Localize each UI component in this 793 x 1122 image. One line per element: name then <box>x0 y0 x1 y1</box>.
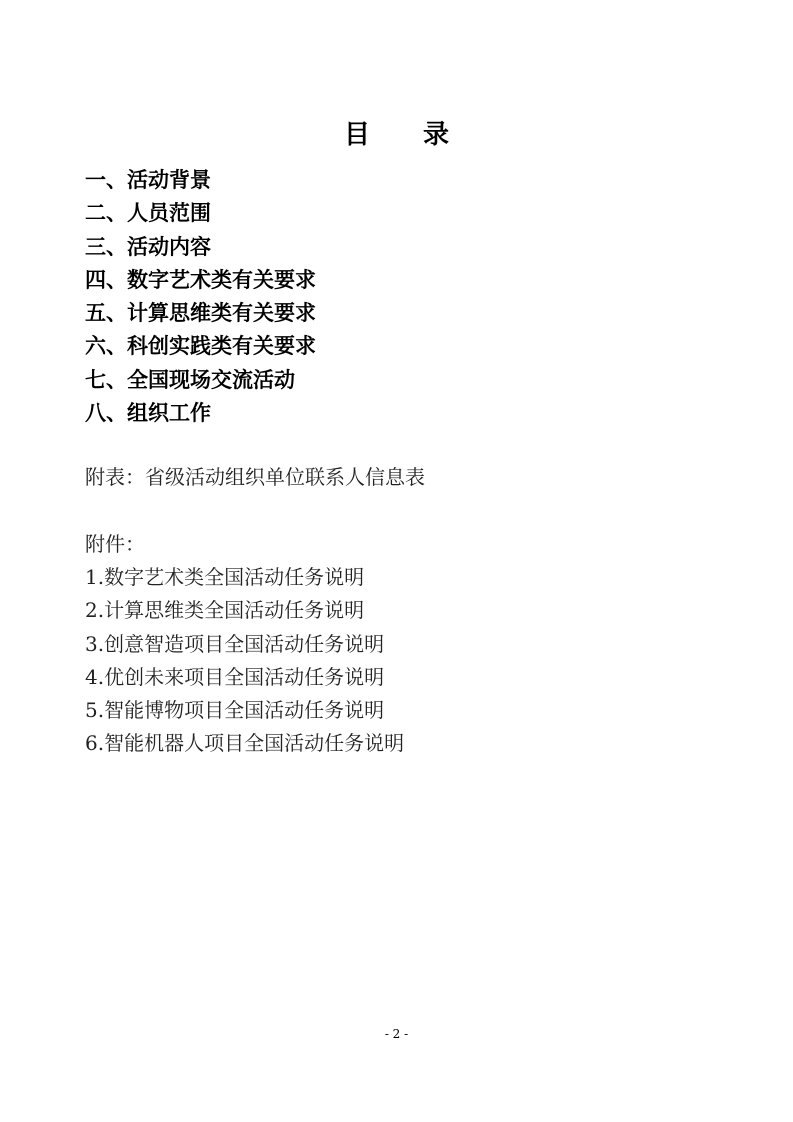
toc-item: 三、活动内容 <box>85 233 211 259</box>
toc-item: 四、数字艺术类有关要求 <box>85 266 316 292</box>
attachment-item: 4.优创未来项目全国活动任务说明 <box>85 664 385 689</box>
attachments-list <box>85 561 404 761</box>
toc-item: 二、人员范围 <box>85 200 211 226</box>
toc-item: 八、组织工作 <box>85 400 211 426</box>
toc-item: 七、全国现场交流活动 <box>85 366 295 392</box>
page-number: - 2 - <box>384 1027 409 1041</box>
appendix-table-line: 附表：省级活动组织单位联系人信息表 <box>85 465 425 489</box>
toc-item: 六、科创实践类有关要求 <box>85 333 316 359</box>
toc-item: 五、计算思维类有关要求 <box>85 300 316 326</box>
attachments-heading: 附件： <box>85 532 145 556</box>
page-title: 目 录 <box>343 120 472 150</box>
table-of-contents <box>85 163 316 429</box>
attachment-item: 1.数字艺术类全国活动任务说明 <box>85 565 365 589</box>
attachment-item: 5.智能博物项目全国活动任务说明 <box>85 698 385 723</box>
attachment-item: 2.计算思维类全国活动任务说明 <box>85 598 365 623</box>
attachment-item: 6.智能机器人项目全国活动任务说明 <box>85 731 405 756</box>
toc-item: 一、活动背景 <box>85 167 211 192</box>
attachment-item: 3.创意智造项目全国活动任务说明 <box>85 631 385 656</box>
